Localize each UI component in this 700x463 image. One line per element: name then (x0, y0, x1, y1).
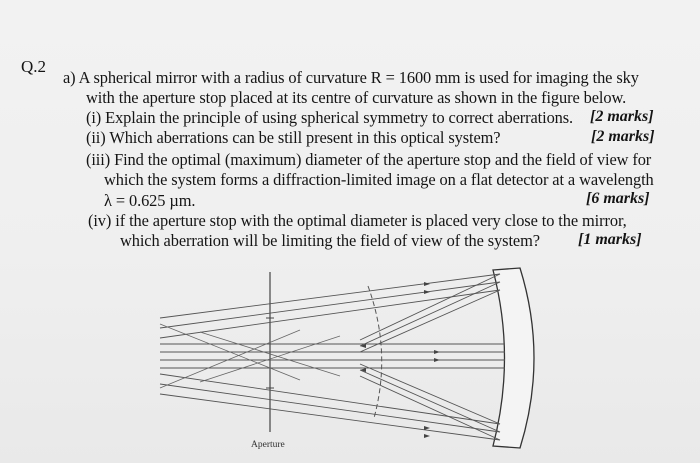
ray-bundle-upper (160, 274, 500, 352)
item-iv-line-1: (iv) if the aperture stop with the optimal diameter is placed very close to the mirror, (88, 211, 627, 230)
question-number: Q.2 (21, 57, 47, 76)
part-a-line-1: a) A spherical mirror with a radius of curvature R = 1600 mm is used for imaging the sky (63, 68, 639, 87)
item-i-marks: [2 marks] (590, 108, 654, 125)
item-iii-line-1: (iii) Find the optimal (maximum) diameter of the aperture stop and the field of view for (86, 150, 652, 169)
item-iv-marks: [1 marks] (578, 231, 642, 248)
item-iv-line-2: which aberration will be limiting the field of view of the system? (120, 231, 540, 250)
item-iii-line-2: which the system forms a diffraction-limited image on a flat detector at a wavelength (104, 170, 654, 189)
part-a-line-2: with the aperture stop placed at its centre of curvature as shown in the figure below. (86, 88, 627, 107)
ray-bundle-lower (160, 364, 500, 440)
item-ii-marks: [2 marks] (591, 128, 655, 145)
item-iii-marks: [6 marks] (586, 190, 650, 207)
spherical-mirror (493, 268, 534, 448)
item-i-text: (i) Explain the principle of using spherical symmetry to correct aberrations. (86, 108, 574, 127)
optical-system-figure (145, 258, 545, 458)
item-iii-line-3: λ = 0.625 µm. (104, 191, 196, 210)
item-ii-text: (ii) Which aberrations can be still present in this optical system? (86, 128, 501, 147)
ray-bundle-center (160, 344, 505, 368)
aperture-label: Aperture (251, 440, 285, 450)
